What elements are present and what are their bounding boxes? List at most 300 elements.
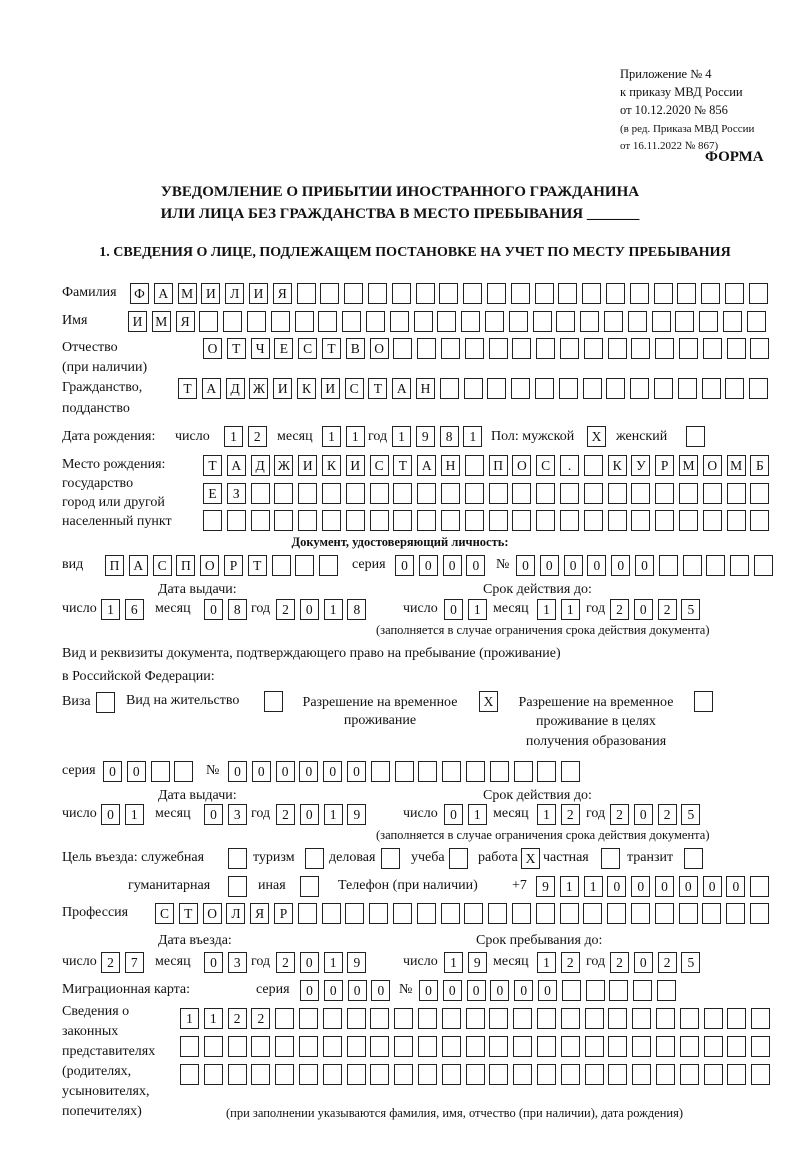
birth-place3-char-box[interactable] — [298, 510, 317, 531]
right-issue-year-char-box[interactable]: 1 — [324, 804, 343, 825]
reps1-char-box[interactable] — [418, 1008, 437, 1029]
birth-place2-char-box[interactable] — [703, 483, 722, 504]
right-issue-year-char-box[interactable]: 0 — [300, 804, 319, 825]
profession-char-box[interactable] — [512, 903, 531, 924]
birth-place3-char-box[interactable] — [750, 510, 769, 531]
reps3-char-box[interactable] — [275, 1064, 294, 1085]
patronymic-char-box[interactable] — [608, 338, 627, 359]
birth-place1-char-box[interactable]: А — [227, 455, 246, 476]
patronymic-char-box[interactable] — [489, 338, 508, 359]
surname-char-box[interactable] — [677, 283, 696, 304]
citizenship-char-box[interactable]: Н — [416, 378, 435, 399]
birth-place3-char-box[interactable] — [465, 510, 484, 531]
birth-day-char-box[interactable]: 1 — [224, 426, 243, 447]
doc-valid-day-char-box[interactable]: 0 — [444, 599, 463, 620]
name-char-box[interactable]: М — [152, 311, 171, 332]
mc-series-char-box[interactable]: 0 — [300, 980, 319, 1001]
birth-place2-char-box[interactable] — [512, 483, 531, 504]
profession-char-box[interactable] — [441, 903, 460, 924]
doc-series-char-box[interactable]: 0 — [395, 555, 414, 576]
doc-number-char-box[interactable]: 0 — [611, 555, 630, 576]
birth-year-char-box[interactable]: 9 — [416, 426, 435, 447]
citizenship-char-box[interactable]: Ж — [249, 378, 268, 399]
doc-kind-char-box[interactable]: П — [105, 555, 124, 576]
birth-day-char-box[interactable]: 2 — [248, 426, 267, 447]
citizenship-char-box[interactable] — [464, 378, 483, 399]
p-service-checkbox[interactable] — [228, 848, 247, 869]
right-number-char-box[interactable] — [442, 761, 461, 782]
profession-char-box[interactable]: Р — [274, 903, 293, 924]
birth-place1-char-box[interactable]: А — [417, 455, 436, 476]
doc-valid-year-char-box[interactable]: 2 — [658, 599, 677, 620]
surname-char-box[interactable]: Ф — [130, 283, 149, 304]
birth-place1-char-box[interactable] — [465, 455, 484, 476]
doc-valid-year-char-box[interactable]: 5 — [681, 599, 700, 620]
stay-day-char-box[interactable]: 1 — [444, 952, 463, 973]
doc-number-char-box[interactable] — [706, 555, 725, 576]
birth-place2-char-box[interactable] — [322, 483, 341, 504]
profession-char-box[interactable] — [655, 903, 674, 924]
mc-number-char-box[interactable] — [609, 980, 628, 1001]
birth-place2-char-box[interactable] — [631, 483, 650, 504]
reps3-char-box[interactable] — [251, 1064, 270, 1085]
reps2-char-box[interactable] — [370, 1036, 389, 1057]
surname-char-box[interactable] — [725, 283, 744, 304]
reps2-char-box[interactable] — [513, 1036, 532, 1057]
surname-char-box[interactable]: А — [154, 283, 173, 304]
birth-year-char-box[interactable]: 1 — [463, 426, 482, 447]
profession-char-box[interactable]: О — [203, 903, 222, 924]
birth-place3-char-box[interactable] — [536, 510, 555, 531]
citizenship-char-box[interactable] — [702, 378, 721, 399]
doc-valid-year-char-box[interactable]: 2 — [610, 599, 629, 620]
patronymic-char-box[interactable]: Е — [274, 338, 293, 359]
birth-year-char-box[interactable]: 8 — [440, 426, 459, 447]
right-valid-year-char-box[interactable]: 0 — [634, 804, 653, 825]
birth-place2-char-box[interactable] — [251, 483, 270, 504]
reps1-char-box[interactable] — [537, 1008, 556, 1029]
surname-char-box[interactable] — [582, 283, 601, 304]
surname-char-box[interactable] — [606, 283, 625, 304]
citizenship-char-box[interactable] — [440, 378, 459, 399]
reps1-char-box[interactable] — [323, 1008, 342, 1029]
citizenship-char-box[interactable] — [725, 378, 744, 399]
surname-char-box[interactable] — [558, 283, 577, 304]
patronymic-char-box[interactable] — [631, 338, 650, 359]
surname-char-box[interactable] — [511, 283, 530, 304]
patronymic-char-box[interactable] — [417, 338, 436, 359]
doc-issue-day-char-box[interactable]: 1 — [101, 599, 120, 620]
birth-place1-char-box[interactable]: . — [560, 455, 579, 476]
reps1-char-box[interactable]: 1 — [180, 1008, 199, 1029]
doc-valid-month-char-box[interactable]: 1 — [561, 599, 580, 620]
birth-place2-char-box[interactable] — [727, 483, 746, 504]
patronymic-char-box[interactable] — [655, 338, 674, 359]
surname-char-box[interactable] — [535, 283, 554, 304]
patronymic-char-box[interactable]: С — [298, 338, 317, 359]
stay-year-char-box[interactable]: 2 — [610, 952, 629, 973]
citizenship-char-box[interactable]: Д — [226, 378, 245, 399]
doc-issue-year-char-box[interactable]: 2 — [276, 599, 295, 620]
right-valid-year-char-box[interactable]: 2 — [610, 804, 629, 825]
phone-char-box[interactable]: 9 — [536, 876, 555, 897]
reps3-char-box[interactable] — [228, 1064, 247, 1085]
reps1-char-box[interactable] — [299, 1008, 318, 1029]
right-number-char-box[interactable] — [514, 761, 533, 782]
reps3-char-box[interactable] — [180, 1064, 199, 1085]
reps1-char-box[interactable] — [704, 1008, 723, 1029]
right-number-char-box[interactable] — [418, 761, 437, 782]
phone-char-box[interactable]: 1 — [584, 876, 603, 897]
name-char-box[interactable] — [199, 311, 218, 332]
mc-number-char-box[interactable]: 0 — [467, 980, 486, 1001]
reps3-char-box[interactable] — [704, 1064, 723, 1085]
p-business-checkbox[interactable] — [381, 848, 400, 869]
citizenship-char-box[interactable]: Т — [368, 378, 387, 399]
reps2-char-box[interactable] — [299, 1036, 318, 1057]
birth-place3-char-box[interactable] — [489, 510, 508, 531]
entry-year-char-box[interactable]: 0 — [300, 952, 319, 973]
trp-edu-checkbox[interactable] — [694, 691, 713, 712]
stay-day-char-box[interactable]: 9 — [468, 952, 487, 973]
stay-year-char-box[interactable]: 0 — [634, 952, 653, 973]
reps1-char-box[interactable] — [442, 1008, 461, 1029]
birth-place2-char-box[interactable] — [655, 483, 674, 504]
right-series-char-box[interactable]: 0 — [127, 761, 146, 782]
name-char-box[interactable] — [747, 311, 766, 332]
patronymic-char-box[interactable] — [512, 338, 531, 359]
profession-char-box[interactable] — [345, 903, 364, 924]
right-issue-year-char-box[interactable]: 9 — [347, 804, 366, 825]
reps3-char-box[interactable] — [418, 1064, 437, 1085]
doc-kind-char-box[interactable] — [272, 555, 291, 576]
phone-char-box[interactable]: 0 — [655, 876, 674, 897]
reps1-char-box[interactable] — [513, 1008, 532, 1029]
phone-char-box[interactable]: 0 — [726, 876, 745, 897]
doc-issue-month-char-box[interactable]: 0 — [204, 599, 223, 620]
reps1-char-box[interactable] — [727, 1008, 746, 1029]
right-issue-day-char-box[interactable]: 0 — [101, 804, 120, 825]
citizenship-char-box[interactable] — [630, 378, 649, 399]
visa-checkbox[interactable] — [96, 692, 115, 713]
right-number-char-box[interactable] — [371, 761, 390, 782]
birth-place2-char-box[interactable]: З — [227, 483, 246, 504]
doc-number-char-box[interactable]: 0 — [587, 555, 606, 576]
surname-char-box[interactable] — [320, 283, 339, 304]
p-tourism-checkbox[interactable] — [305, 848, 324, 869]
right-series-char-box[interactable] — [174, 761, 193, 782]
mc-number-char-box[interactable] — [657, 980, 676, 1001]
name-char-box[interactable] — [509, 311, 528, 332]
profession-char-box[interactable] — [583, 903, 602, 924]
patronymic-char-box[interactable] — [679, 338, 698, 359]
name-char-box[interactable] — [437, 311, 456, 332]
citizenship-char-box[interactable] — [535, 378, 554, 399]
reps1-char-box[interactable] — [632, 1008, 651, 1029]
reps3-char-box[interactable] — [585, 1064, 604, 1085]
doc-kind-char-box[interactable] — [319, 555, 338, 576]
citizenship-char-box[interactable]: А — [392, 378, 411, 399]
sex-female-checkbox[interactable] — [686, 426, 705, 447]
right-issue-day-char-box[interactable]: 1 — [125, 804, 144, 825]
patronymic-char-box[interactable] — [393, 338, 412, 359]
birth-place3-char-box[interactable] — [560, 510, 579, 531]
birth-place1-char-box[interactable]: Д — [251, 455, 270, 476]
surname-char-box[interactable] — [297, 283, 316, 304]
profession-char-box[interactable] — [750, 903, 769, 924]
doc-series-char-box[interactable]: 0 — [466, 555, 485, 576]
reps3-char-box[interactable] — [561, 1064, 580, 1085]
reps2-char-box[interactable] — [489, 1036, 508, 1057]
right-issue-year-char-box[interactable]: 2 — [276, 804, 295, 825]
birth-place1-char-box[interactable]: К — [608, 455, 627, 476]
residence-checkbox[interactable] — [264, 691, 283, 712]
name-char-box[interactable] — [414, 311, 433, 332]
patronymic-char-box[interactable] — [441, 338, 460, 359]
name-char-box[interactable] — [223, 311, 242, 332]
citizenship-char-box[interactable] — [511, 378, 530, 399]
birth-place1-char-box[interactable]: И — [298, 455, 317, 476]
citizenship-char-box[interactable]: Т — [178, 378, 197, 399]
right-valid-day-char-box[interactable]: 1 — [468, 804, 487, 825]
reps2-char-box[interactable] — [537, 1036, 556, 1057]
citizenship-char-box[interactable] — [559, 378, 578, 399]
surname-char-box[interactable] — [392, 283, 411, 304]
doc-kind-char-box[interactable]: П — [176, 555, 195, 576]
entry-month-char-box[interactable]: 3 — [228, 952, 247, 973]
birth-place2-char-box[interactable] — [608, 483, 627, 504]
name-char-box[interactable] — [628, 311, 647, 332]
surname-char-box[interactable] — [368, 283, 387, 304]
name-char-box[interactable] — [390, 311, 409, 332]
profession-char-box[interactable] — [298, 903, 317, 924]
profession-char-box[interactable] — [631, 903, 650, 924]
patronymic-char-box[interactable] — [750, 338, 769, 359]
name-char-box[interactable] — [318, 311, 337, 332]
entry-day-char-box[interactable]: 2 — [101, 952, 120, 973]
doc-issue-year-char-box[interactable]: 8 — [347, 599, 366, 620]
birth-place2-char-box[interactable] — [370, 483, 389, 504]
doc-valid-year-char-box[interactable]: 0 — [634, 599, 653, 620]
doc-kind-char-box[interactable]: Т — [248, 555, 267, 576]
name-char-box[interactable] — [556, 311, 575, 332]
surname-char-box[interactable] — [487, 283, 506, 304]
reps1-char-box[interactable] — [370, 1008, 389, 1029]
p-private-checkbox[interactable] — [601, 848, 620, 869]
reps3-char-box[interactable] — [751, 1064, 770, 1085]
stay-month-char-box[interactable]: 1 — [537, 952, 556, 973]
birth-place1-char-box[interactable]: О — [512, 455, 531, 476]
reps1-char-box[interactable] — [347, 1008, 366, 1029]
reps3-char-box[interactable] — [299, 1064, 318, 1085]
doc-kind-char-box[interactable]: Р — [224, 555, 243, 576]
birth-place1-char-box[interactable]: Б — [750, 455, 769, 476]
reps1-char-box[interactable] — [394, 1008, 413, 1029]
right-number-char-box[interactable] — [490, 761, 509, 782]
reps1-char-box[interactable] — [680, 1008, 699, 1029]
doc-number-char-box[interactable]: 0 — [516, 555, 535, 576]
right-number-char-box[interactable] — [466, 761, 485, 782]
citizenship-char-box[interactable] — [606, 378, 625, 399]
reps3-char-box[interactable] — [370, 1064, 389, 1085]
reps1-char-box[interactable] — [656, 1008, 675, 1029]
citizenship-char-box[interactable] — [583, 378, 602, 399]
reps3-char-box[interactable] — [656, 1064, 675, 1085]
reps2-char-box[interactable] — [251, 1036, 270, 1057]
reps2-char-box[interactable] — [180, 1036, 199, 1057]
doc-issue-year-char-box[interactable]: 0 — [300, 599, 319, 620]
citizenship-char-box[interactable]: А — [202, 378, 221, 399]
reps3-char-box[interactable] — [680, 1064, 699, 1085]
reps1-char-box[interactable]: 2 — [251, 1008, 270, 1029]
birth-place1-char-box[interactable]: Н — [441, 455, 460, 476]
mc-number-char-box[interactable] — [562, 980, 581, 1001]
doc-number-char-box[interactable] — [730, 555, 749, 576]
reps2-char-box[interactable] — [275, 1036, 294, 1057]
surname-char-box[interactable] — [344, 283, 363, 304]
reps2-char-box[interactable] — [347, 1036, 366, 1057]
phone-char-box[interactable]: 0 — [607, 876, 626, 897]
mc-series-char-box[interactable]: 0 — [371, 980, 390, 1001]
phone-char-box[interactable]: 1 — [560, 876, 579, 897]
doc-issue-year-char-box[interactable]: 1 — [324, 599, 343, 620]
reps2-char-box[interactable] — [632, 1036, 651, 1057]
doc-kind-char-box[interactable]: О — [200, 555, 219, 576]
patronymic-char-box[interactable]: В — [346, 338, 365, 359]
name-char-box[interactable] — [699, 311, 718, 332]
birth-place3-char-box[interactable] — [393, 510, 412, 531]
entry-year-char-box[interactable]: 9 — [347, 952, 366, 973]
doc-series-char-box[interactable]: 0 — [419, 555, 438, 576]
birth-place3-char-box[interactable] — [608, 510, 627, 531]
birth-place1-char-box[interactable]: С — [536, 455, 555, 476]
right-number-char-box[interactable]: 0 — [276, 761, 295, 782]
birth-place3-char-box[interactable] — [203, 510, 222, 531]
birth-place1-char-box[interactable]: И — [346, 455, 365, 476]
birth-month-char-box[interactable]: 1 — [346, 426, 365, 447]
reps3-char-box[interactable] — [347, 1064, 366, 1085]
birth-place2-char-box[interactable] — [346, 483, 365, 504]
birth-place2-char-box[interactable] — [441, 483, 460, 504]
doc-number-char-box[interactable] — [754, 555, 773, 576]
profession-char-box[interactable] — [488, 903, 507, 924]
right-number-char-box[interactable]: 0 — [299, 761, 318, 782]
birth-place1-char-box[interactable]: М — [679, 455, 698, 476]
mc-number-char-box[interactable]: 0 — [490, 980, 509, 1001]
surname-char-box[interactable] — [654, 283, 673, 304]
doc-valid-month-char-box[interactable]: 1 — [537, 599, 556, 620]
birth-place3-char-box[interactable] — [584, 510, 603, 531]
reps2-char-box[interactable] — [608, 1036, 627, 1057]
reps1-char-box[interactable] — [751, 1008, 770, 1029]
birth-place3-char-box[interactable] — [512, 510, 531, 531]
mc-series-char-box[interactable]: 0 — [348, 980, 367, 1001]
p-transit-checkbox[interactable] — [684, 848, 703, 869]
birth-place3-char-box[interactable] — [441, 510, 460, 531]
birth-place1-char-box[interactable]: Ж — [274, 455, 293, 476]
profession-char-box[interactable]: Л — [226, 903, 245, 924]
birth-place3-char-box[interactable] — [679, 510, 698, 531]
surname-char-box[interactable]: Я — [273, 283, 292, 304]
entry-year-char-box[interactable]: 2 — [276, 952, 295, 973]
name-char-box[interactable] — [366, 311, 385, 332]
reps2-char-box[interactable] — [704, 1036, 723, 1057]
birth-place3-char-box[interactable] — [322, 510, 341, 531]
birth-place1-char-box[interactable]: У — [631, 455, 650, 476]
doc-number-char-box[interactable] — [683, 555, 702, 576]
profession-char-box[interactable]: Т — [179, 903, 198, 924]
patronymic-char-box[interactable]: Т — [227, 338, 246, 359]
reps3-char-box[interactable] — [323, 1064, 342, 1085]
birth-place2-char-box[interactable] — [465, 483, 484, 504]
birth-place3-char-box[interactable] — [227, 510, 246, 531]
birth-place2-char-box[interactable]: Е — [203, 483, 222, 504]
right-number-char-box[interactable]: 0 — [252, 761, 271, 782]
birth-place1-char-box[interactable]: М — [727, 455, 746, 476]
mc-number-char-box[interactable] — [633, 980, 652, 1001]
doc-kind-char-box[interactable] — [295, 555, 314, 576]
reps1-char-box[interactable] — [608, 1008, 627, 1029]
reps3-char-box[interactable] — [537, 1064, 556, 1085]
name-char-box[interactable] — [675, 311, 694, 332]
patronymic-char-box[interactable] — [727, 338, 746, 359]
mc-number-char-box[interactable]: 0 — [514, 980, 533, 1001]
doc-number-char-box[interactable] — [659, 555, 678, 576]
name-char-box[interactable] — [461, 311, 480, 332]
doc-number-char-box[interactable]: 0 — [540, 555, 559, 576]
name-char-box[interactable] — [485, 311, 504, 332]
reps2-char-box[interactable] — [204, 1036, 223, 1057]
name-char-box[interactable] — [247, 311, 266, 332]
birth-place1-char-box[interactable]: Т — [203, 455, 222, 476]
citizenship-char-box[interactable]: И — [321, 378, 340, 399]
doc-number-char-box[interactable]: 0 — [635, 555, 654, 576]
birth-place2-char-box[interactable] — [750, 483, 769, 504]
right-issue-month-char-box[interactable]: 3 — [228, 804, 247, 825]
profession-char-box[interactable] — [322, 903, 341, 924]
patronymic-char-box[interactable]: О — [203, 338, 222, 359]
patronymic-char-box[interactable]: О — [370, 338, 389, 359]
reps1-char-box[interactable]: 2 — [228, 1008, 247, 1029]
reps3-char-box[interactable] — [466, 1064, 485, 1085]
surname-char-box[interactable] — [463, 283, 482, 304]
right-number-char-box[interactable] — [561, 761, 580, 782]
right-valid-year-char-box[interactable]: 5 — [681, 804, 700, 825]
reps3-char-box[interactable] — [394, 1064, 413, 1085]
p-humanitarian-checkbox[interactable] — [228, 876, 247, 897]
reps2-char-box[interactable] — [466, 1036, 485, 1057]
birth-place3-char-box[interactable] — [631, 510, 650, 531]
doc-number-char-box[interactable]: 0 — [564, 555, 583, 576]
reps3-char-box[interactable] — [513, 1064, 532, 1085]
surname-char-box[interactable] — [416, 283, 435, 304]
profession-char-box[interactable] — [679, 903, 698, 924]
mc-number-char-box[interactable] — [586, 980, 605, 1001]
birth-place3-char-box[interactable] — [274, 510, 293, 531]
doc-issue-day-char-box[interactable]: 6 — [125, 599, 144, 620]
citizenship-char-box[interactable] — [678, 378, 697, 399]
phone-char-box[interactable]: 0 — [679, 876, 698, 897]
patronymic-char-box[interactable] — [584, 338, 603, 359]
reps2-char-box[interactable] — [585, 1036, 604, 1057]
name-char-box[interactable]: Я — [176, 311, 195, 332]
birth-place3-char-box[interactable] — [251, 510, 270, 531]
doc-kind-char-box[interactable]: А — [129, 555, 148, 576]
birth-place3-char-box[interactable] — [417, 510, 436, 531]
profession-char-box[interactable] — [607, 903, 626, 924]
right-number-char-box[interactable]: 0 — [228, 761, 247, 782]
right-number-char-box[interactable] — [395, 761, 414, 782]
